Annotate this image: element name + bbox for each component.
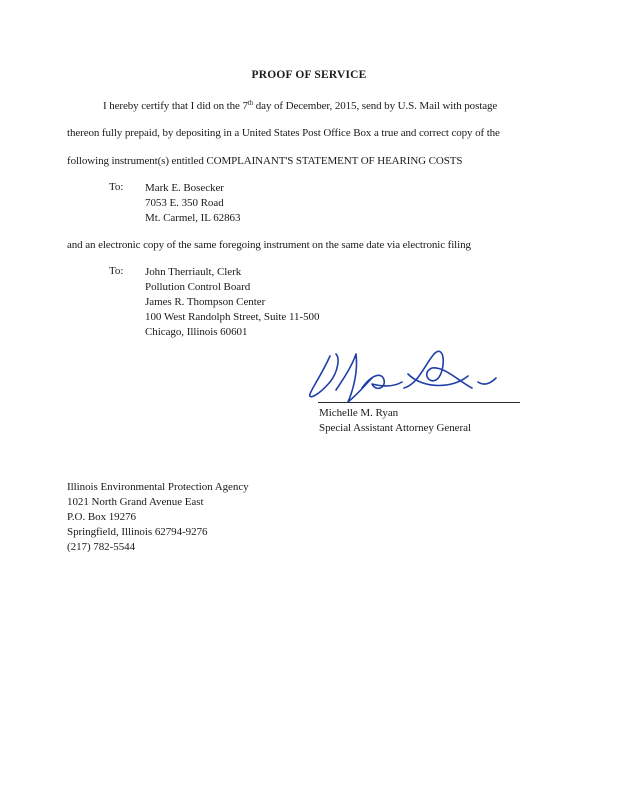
agency-name: Illinois Environmental Protection Agency <box>67 481 249 493</box>
recipient-2-address <box>145 265 319 340</box>
signature-line <box>318 402 520 403</box>
certification-line-2: thereon fully prepaid, by depositing in a United States Post Office Box a true and correct copy of the <box>67 127 500 139</box>
signatory-title: Special Assistant Attorney General <box>319 422 471 434</box>
agency-phone: (217) 782-5544 <box>67 541 136 553</box>
document-title: PROOF OF SERVICE <box>251 69 367 81</box>
recipient-1-label: To: <box>109 181 124 193</box>
signatory-name: Michelle M. Ryan <box>319 407 399 419</box>
signature-stroke <box>362 375 402 388</box>
certification-line-1 <box>103 100 497 112</box>
recipient-1-city: Mt. Carmel, IL 62863 <box>145 212 241 224</box>
certification-line-1-end: day of December, 2015, send by U.S. Mail with postage <box>253 100 498 112</box>
signatory-block <box>319 406 471 436</box>
recipient-1-address <box>145 181 240 226</box>
recipient-2-name: John Therriault, Clerk <box>145 266 242 278</box>
recipient-1-name: Mark E. Bosecker <box>145 182 224 194</box>
handwritten-signature <box>300 344 500 406</box>
agency-box: P.O. Box 19276 <box>67 511 136 523</box>
certification-line-1-start: I hereby certify that I did on the 7 <box>103 100 248 112</box>
certification-line-3: following instrument(s) entitled COMPLAINANT'S STATEMENT OF HEARING COSTS <box>67 155 463 167</box>
signature-strokes <box>310 351 496 402</box>
recipient-2-org: Pollution Control Board <box>145 281 251 293</box>
electronic-filing-note: and an electronic copy of the same foregoing instrument on the same date via electronic filing <box>67 239 471 251</box>
recipient-2-street: 100 West Randolph Street, Suite 11-500 <box>145 311 320 323</box>
recipient-2-city: Chicago, Illinois 60601 <box>145 326 248 338</box>
recipient-2-building: James R. Thompson Center <box>145 296 266 308</box>
recipient-2-label: To: <box>109 265 124 277</box>
agency-address-block <box>67 480 249 555</box>
signature-stroke <box>478 378 496 384</box>
ordinal-suffix: th <box>247 99 254 107</box>
agency-city: Springfield, Illinois 62794-9276 <box>67 526 208 538</box>
signature-stroke <box>336 354 372 402</box>
recipient-1-street: 7053 E. 350 Road <box>145 197 224 209</box>
signature-stroke <box>404 351 472 388</box>
signature-stroke <box>310 354 338 397</box>
agency-street: 1021 North Grand Avenue East <box>67 496 204 508</box>
